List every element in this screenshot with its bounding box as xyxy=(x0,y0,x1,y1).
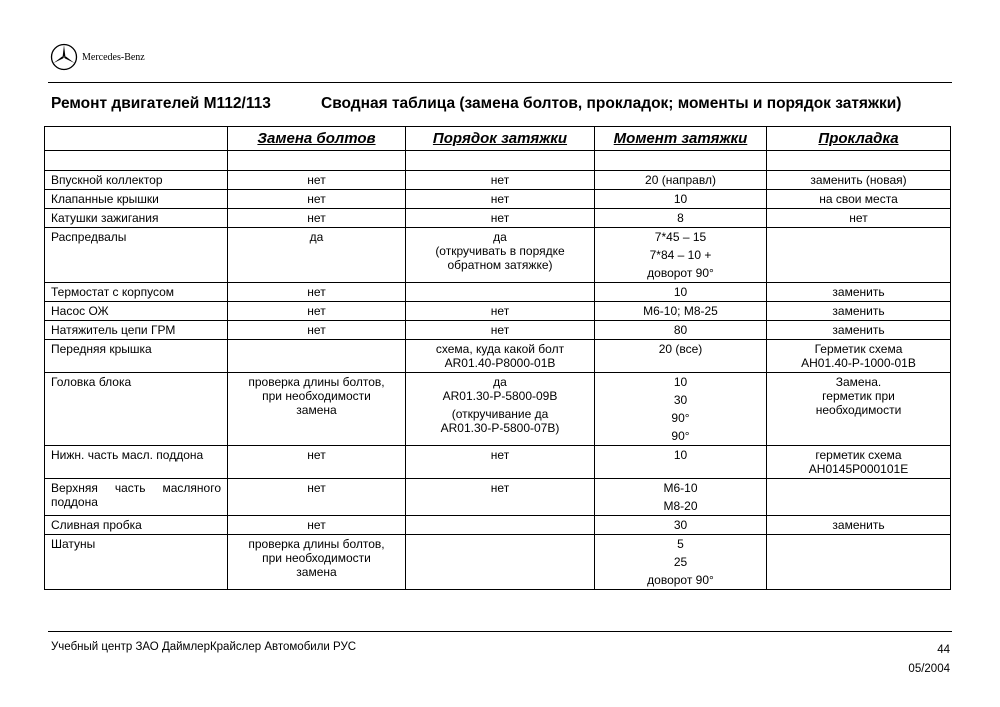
logo xyxy=(50,40,145,74)
cell-bolts xyxy=(228,321,406,340)
cell-bolts xyxy=(228,479,406,516)
cell-line: нет xyxy=(490,304,510,318)
cell-line: нет xyxy=(307,285,326,299)
cell-torque xyxy=(595,171,767,190)
row-name: Головка блока xyxy=(45,373,228,446)
cell-torque xyxy=(595,535,767,590)
cell-line: 5 xyxy=(677,537,684,551)
cell-order xyxy=(406,209,595,228)
cell-torque xyxy=(595,209,767,228)
summary-table xyxy=(44,126,951,590)
cell-line: да xyxy=(493,375,507,389)
cell-line: 7*45 – 15 xyxy=(654,230,707,244)
page-title xyxy=(51,95,950,113)
cell-torque xyxy=(595,302,767,321)
cell-line: герметик схема xyxy=(815,448,902,462)
cell-line: 25 xyxy=(673,555,688,569)
cell-line: обратном затяжке) xyxy=(447,258,553,272)
table-row xyxy=(45,190,951,209)
cell-line: 10 xyxy=(673,285,688,299)
cell-order xyxy=(406,373,595,446)
column-header-name xyxy=(45,127,228,151)
row-name: Клапанные крышки xyxy=(45,190,228,209)
cell-bolts xyxy=(228,340,406,373)
cell-line: на свои места xyxy=(819,192,898,206)
cell-gasket xyxy=(767,340,951,373)
cell-line: нет xyxy=(490,448,510,462)
cell-line: AH0145P000101E xyxy=(808,462,909,476)
cell-torque xyxy=(595,283,767,302)
cell-line: нет xyxy=(307,448,326,462)
cell-torque xyxy=(595,321,767,340)
cell-order xyxy=(406,516,595,535)
cell-line: заменить xyxy=(832,518,885,532)
table-row xyxy=(45,209,951,228)
cell-gasket xyxy=(767,228,951,283)
cell-line: AR01.30-P-5800-09B xyxy=(442,389,558,403)
cell-gasket xyxy=(767,373,951,446)
cell-gasket xyxy=(767,446,951,479)
cell-order xyxy=(406,340,595,373)
cell-line: M8-20 xyxy=(663,499,698,513)
mercedes-star-icon xyxy=(50,43,78,71)
cell-line: нет xyxy=(490,192,510,206)
cell-torque xyxy=(595,228,767,283)
cell-line: проверка длины болтов, xyxy=(248,375,385,389)
table-row xyxy=(45,302,951,321)
cell-line: Герметик схема xyxy=(814,342,903,356)
cell-line: 20 (все) xyxy=(658,342,703,356)
cell-line: 10 xyxy=(673,448,688,462)
footer-meta xyxy=(908,641,950,679)
cell-bolts xyxy=(228,446,406,479)
cell-torque xyxy=(595,446,767,479)
cell-order xyxy=(406,302,595,321)
cell-line: нет xyxy=(307,192,326,206)
cell-line: замена xyxy=(296,565,337,579)
column-header-bolts: Замена болтов xyxy=(228,127,406,151)
cell-line: при необходимости xyxy=(262,551,371,565)
cell-line: M6-10 xyxy=(663,481,698,495)
brand-name: Mercedes-Benz xyxy=(82,51,145,63)
cell-line: необходимости xyxy=(815,403,902,417)
cell-line: замена xyxy=(296,403,337,417)
column-header-order: Порядок затяжки xyxy=(406,127,595,151)
cell-order xyxy=(406,535,595,590)
cell-line: 7*84 – 10 + xyxy=(649,248,712,262)
cell-line: да xyxy=(309,230,324,244)
row-name: Шатуны xyxy=(45,535,228,590)
cell-line: нет xyxy=(490,481,510,495)
cell-torque xyxy=(595,479,767,516)
cell-order xyxy=(406,171,595,190)
cell-bolts xyxy=(228,373,406,446)
table-row xyxy=(45,283,951,302)
cell-bolts xyxy=(228,283,406,302)
bottom-divider xyxy=(48,631,952,632)
cell-line: M6-10; M8-25 xyxy=(643,304,718,318)
cell-line: нет xyxy=(849,211,868,225)
row-name: Впускной коллектор xyxy=(45,171,228,190)
row-name: Насос ОЖ xyxy=(45,302,228,321)
cell-bolts xyxy=(228,209,406,228)
cell-gasket xyxy=(767,516,951,535)
cell-bolts xyxy=(228,302,406,321)
cell-order xyxy=(406,446,595,479)
cell-line: AH01.40-P-1000-01B xyxy=(801,356,916,370)
cell-line: 90° xyxy=(671,429,690,443)
cell-order xyxy=(406,190,595,209)
row-name: Верхняя часть масляного поддона xyxy=(45,479,228,516)
cell-line: AR01.40-P8000-01B xyxy=(444,356,556,370)
cell-line: (откручивать в порядке xyxy=(435,244,565,258)
cell-gasket xyxy=(767,190,951,209)
top-divider xyxy=(48,82,952,83)
cell-line: при необходимости xyxy=(262,389,371,403)
cell-line: нет xyxy=(490,323,510,337)
cell-torque xyxy=(595,516,767,535)
table-row xyxy=(45,446,951,479)
cell-gasket xyxy=(767,479,951,516)
cell-gasket xyxy=(767,209,951,228)
row-name: Передняя крышка xyxy=(45,340,228,373)
cell-line: AR01.30-P-5800-07B) xyxy=(440,421,560,435)
cell-line: нет xyxy=(307,518,326,532)
cell-gasket xyxy=(767,302,951,321)
cell-line: нет xyxy=(307,304,326,318)
cell-line: 80 xyxy=(673,323,688,337)
cell-line: 8 xyxy=(677,211,684,225)
cell-line: 10 xyxy=(673,375,688,389)
cell-line: 30 xyxy=(673,518,688,532)
cell-torque xyxy=(595,373,767,446)
cell-bolts xyxy=(228,171,406,190)
cell-line: (откручивание да xyxy=(451,407,549,421)
cell-line: 30 xyxy=(673,393,688,407)
table-row xyxy=(45,516,951,535)
cell-bolts xyxy=(228,190,406,209)
row-name: Распредвалы xyxy=(45,228,228,283)
footer-date: 05/2004 xyxy=(908,663,950,675)
table-row xyxy=(45,340,951,373)
cell-line: герметик при xyxy=(822,389,895,403)
table-row xyxy=(45,373,951,446)
row-name: Катушки зажигания xyxy=(45,209,228,228)
cell-bolts xyxy=(228,228,406,283)
row-name: Термостат с корпусом xyxy=(45,283,228,302)
cell-gasket xyxy=(767,535,951,590)
column-header-gasket: Прокладка xyxy=(767,127,951,151)
title-right: Сводная таблица (замена болтов, прокладок; моменты и порядок затяжки) xyxy=(321,95,902,112)
table-row xyxy=(45,321,951,340)
header-row xyxy=(45,127,951,151)
cell-line: 10 xyxy=(673,192,688,206)
cell-order xyxy=(406,321,595,340)
cell-bolts xyxy=(228,516,406,535)
row-name: Сливная пробка xyxy=(45,516,228,535)
cell-order xyxy=(406,283,595,302)
table-row xyxy=(45,171,951,190)
cell-line: доворот 90° xyxy=(647,266,714,280)
cell-line: заменить xyxy=(832,285,885,299)
cell-line: нет xyxy=(307,173,326,187)
cell-line: заменить xyxy=(832,304,885,318)
cell-torque xyxy=(595,340,767,373)
row-name: Нижн. часть масл. поддона xyxy=(45,446,228,479)
cell-line: заменить xyxy=(832,323,885,337)
cell-line: проверка длины болтов, xyxy=(248,537,385,551)
cell-line: 20 (направл) xyxy=(645,173,716,187)
page-number: 44 xyxy=(937,644,950,656)
cell-line: схема, куда какой болт xyxy=(435,342,565,356)
cell-line: да xyxy=(493,230,507,244)
cell-line: 90° xyxy=(671,411,690,425)
row-name: Натяжитель цепи ГРМ xyxy=(45,321,228,340)
cell-line: заменить (новая) xyxy=(810,173,907,187)
table-row xyxy=(45,228,951,283)
cell-line: нет xyxy=(307,211,326,225)
footer-company: Учебный центр ЗАО ДаймлерКрайслер Автомобили РУС xyxy=(51,641,357,653)
cell-line: нет xyxy=(490,173,510,187)
cell-order xyxy=(406,479,595,516)
cell-order xyxy=(406,228,595,283)
column-header-torque: Момент затяжки xyxy=(595,127,767,151)
cell-line: Замена. xyxy=(835,375,882,389)
cell-line: доворот 90° xyxy=(647,573,714,587)
title-left: Ремонт двигателей M112/113 xyxy=(51,95,271,112)
cell-torque xyxy=(595,190,767,209)
table-row xyxy=(45,479,951,516)
cell-line: нет xyxy=(307,323,326,337)
cell-bolts xyxy=(228,535,406,590)
cell-line: нет xyxy=(490,211,510,225)
cell-gasket xyxy=(767,321,951,340)
cell-line: нет xyxy=(307,481,326,495)
cell-gasket xyxy=(767,171,951,190)
table-row xyxy=(45,535,951,590)
cell-gasket xyxy=(767,283,951,302)
blank-row xyxy=(45,151,951,171)
